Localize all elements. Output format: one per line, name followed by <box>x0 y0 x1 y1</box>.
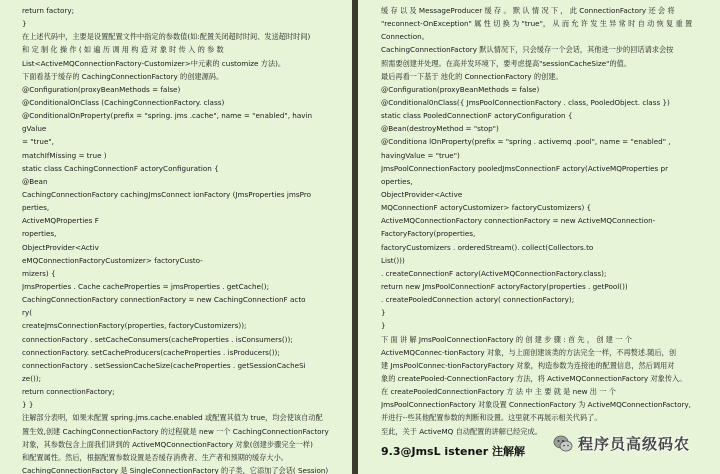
text-line: 最后再看一下基于 池化的 ConnectionFactory 的创建。 <box>381 71 563 81</box>
text-line: ActiveMQConnectionFactory connectionFactory = new ActiveMQConnection- <box>381 216 656 226</box>
text-line: mizers) { <box>22 268 56 278</box>
text-line: ObjectProvider<Activ <box>22 242 99 252</box>
text-line: createJmsConnectionFactory(properties, factoryCustomizers)); <box>22 321 247 331</box>
text-line: operties, <box>381 176 413 186</box>
watermark-text: 程序员高级码农 <box>577 435 690 453</box>
text-line: JmsPoolConnectionFactory 对象设置 ConnectionFactory 为 ActiveMQConnectionFactory, <box>381 400 691 410</box>
text-line: static class CachingConnectionF actoryConfiguration { <box>22 163 219 173</box>
text-line: @Configuration(proxyBeanMethods = false) <box>381 84 540 94</box>
text-line: @ConditionalOnProperty(prefix = "spring. jms .cache", name = "enabled", havin <box>22 111 313 121</box>
text-line: 下 面 讲 解 JmsPoolConnectionFactory 的 创 建 步 骤 : 首 先 ， 创 建 一 个 <box>381 334 632 344</box>
text-line: } <box>381 308 386 318</box>
text-line: = "true", <box>22 137 54 147</box>
text-line: return new JmsPoolConnectionF actoryFactory(properties . getPool()) <box>381 281 628 291</box>
wechat-icon <box>553 435 573 453</box>
text-line: 在 createPooledConnectionFactory 方 法 中 主 要 就 是 new 出 一 个 <box>381 387 616 397</box>
text-line: @ConditionalOnClass (CachingConnectionFactory. class) <box>22 97 225 107</box>
text-line: 建 JmsPoolConnec-tionFactoryFactory 对象，构造参数为连接池的配置信息，然后调用对 <box>381 360 675 370</box>
text-line: 注解部分表明，如果未配置 spring.jms.cache.enabled 或配置其值为 true，均会使该自动配 <box>22 413 323 423</box>
text-line: 并进行-·些其他配置参数的判断和设置。这里就不再展示相关代码了。 <box>381 413 602 423</box>
text-line: @Conditional0nClass({ JmsPoolConnectionFactory . class, PooledObject. class }) <box>381 97 670 107</box>
text-line: connectionFactory . setSessionCacheSize(cacheProperties . getSessionCacheSi <box>22 360 306 370</box>
right-page-body <box>381 4 712 438</box>
text-line: havingValue = "true") <box>381 150 460 160</box>
text-line: } } <box>22 400 34 410</box>
right-page <box>358 0 720 474</box>
text-line: CachingConnectionFactory cachingJmsConnect ionFactory (JmsProperties jmsPro <box>22 189 312 199</box>
text-line: Connection。 <box>381 32 429 42</box>
text-line: 和 定 制 化 操 作 ( 如 遍 历 调 用 构 造 对 象 时 传 入 的 参 数 <box>22 45 224 55</box>
text-line: gValue <box>22 124 47 134</box>
text-line: @Configuration(proxyBeanMethods = false) <box>22 84 181 94</box>
watermark <box>553 433 690 454</box>
text-line: . createConnectionF actory(ActiveMQConnectionFactory.class); <box>381 268 607 278</box>
text-line: matchIfMissing = true ) <box>22 150 107 160</box>
text-line: FactoryFactory(properties, <box>381 229 476 239</box>
text-line: 象的 createPooled-ConnectionFactory 方法，将 ActiveMQConnectionFactory 对象传入。 <box>381 373 687 383</box>
text-line: . createPooledConnection actory( connectionFactory); <box>381 295 575 305</box>
text-line: factoryCustomizers . orderedStream(). collect(Collectors.to <box>381 242 594 252</box>
text-line: } <box>381 321 386 331</box>
text-line: 下面看基于缓存的 CachingConnectionFactory 的创建源码。 <box>22 71 224 81</box>
text-line: perties, <box>22 203 50 213</box>
text-line: } <box>22 19 27 29</box>
text-line: 对象，其参数包含上面我们讲到的 ActiveMQConnectionFactory 对象(创建步骤完全一样) <box>22 439 313 449</box>
text-line: @Bean(destroyMethod = "stop") <box>381 124 499 134</box>
text-line: ActiveMQConnec-tionFactory 对象，与上面创建该类的方法完全一样，不再赘述.随后，创 <box>381 347 677 357</box>
text-line: 缓 存 以 及 MessageProducer 缓 存 。 默 认 情 况 下 ， 此 ConnectionFactory 还 会 将 <box>381 6 675 15</box>
text-line: 至此，关于 ActiveMQ 自动配置的讲解已经完成。 <box>381 426 542 436</box>
text-line: List<ActiveMQConnectionFactory-Customizer>中元素的 customize 方法)。 <box>22 58 286 68</box>
text-line: 照需要创建并处理。在高并发环境下，要考虑提高"sessionCacheSize"的值。 <box>381 58 632 68</box>
text-line: @Bean <box>22 176 48 186</box>
text-line: static class PooledConnectionF actoryConfiguration { <box>381 111 573 121</box>
text-line: connectionFactory. setCacheProducers(cacheProperties . isProducers()); <box>22 347 280 357</box>
text-line: JmsPoolConnectionFactory pooledJmsConnectionF actory(ActiveMQProperties pr <box>381 163 669 173</box>
section-heading: 9.3@JmsL istener 注解解 <box>381 444 526 458</box>
text-line: List())) <box>381 255 405 265</box>
text-line: MQConnectionF actoryCustomizer> factoryCustomizers) { <box>381 203 592 213</box>
text-line: ObjectProvider<Active <box>381 189 463 199</box>
text-line: eMQConnectionFactoryCustomizer> factoryCusto- <box>22 255 203 265</box>
text-line: CachingConnectionFactory 默认情况下，只会缓存一个会话，其他进一步的回话请求会按 <box>381 45 674 55</box>
left-page <box>0 0 352 474</box>
text-line: 和配置属性。然后，根据配置参数设置是否缓存消费者、生产者和预期的缓存大小。 <box>22 452 288 462</box>
text-line: JmsProperties . Cache cacheProperties = jmsProperties . getCache(); <box>22 281 269 291</box>
text-line: 置生效,创建 CachingConnectionFactory 的过程就是 new 一个 CachingConnectionFactory <box>22 426 329 436</box>
text-line: ActiveMQProperties F <box>22 216 99 226</box>
text-line: "reconnect-OnException" 属 性 切 换 为 "true"， 从 而 允 许 发 生 异 常 时 自 动 恢 复 重 置 <box>381 19 693 29</box>
text-line: 在上述代码中，主要是设置配置文件中指定的参数值(如:配置关闭超时时间、发送超时时间) <box>22 32 311 42</box>
text-line: ry( <box>22 308 33 318</box>
text-line: CachingConnectionFactory 是 SingleConnectionFactory 的子类，它添加了会话( Session) <box>22 465 329 474</box>
text-line: return connectionFactory; <box>22 387 115 397</box>
text-line: roperties, <box>22 229 57 239</box>
text-line: return factory; <box>22 6 74 15</box>
text-line: connectionFactory . setCacheConsumers(cacheProperties . isConsumers()); <box>22 334 293 344</box>
text-line: ze()); <box>22 373 42 383</box>
text-line: @Conditiona lOnProperty(prefix = "spring . activemq .pool", name = "enabled" , <box>381 137 671 147</box>
text-line: CachingConnectionFactory connectionFactory = new CachingConnectionF acto <box>22 295 306 305</box>
